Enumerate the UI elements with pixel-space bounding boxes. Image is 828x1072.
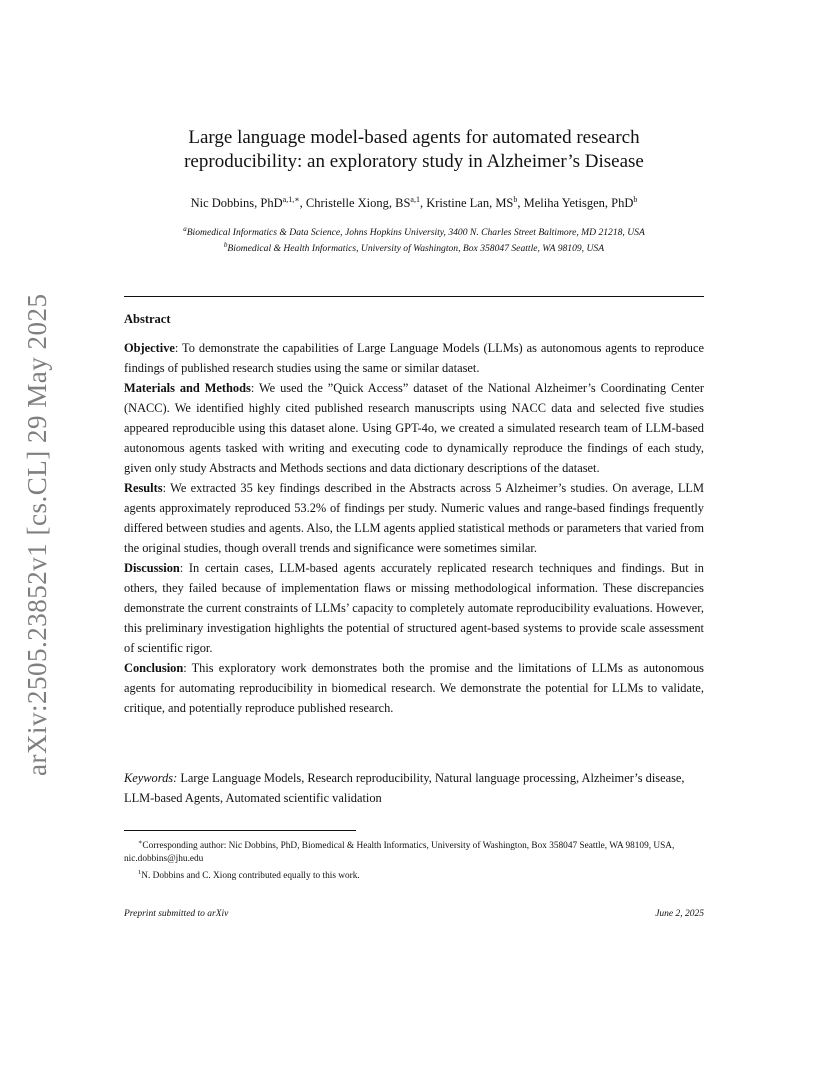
- footnote-text: Corresponding author: Nic Dobbins, PhD, Biomedical & Health Informatics, University of Washington, Box 358047 Seattle, WA 98109, USA, nic.dobbins@jhu.edu: [124, 841, 675, 865]
- keywords: [124, 768, 704, 808]
- footnote-text: N. Dobbins and C. Xiong contributed equally to this work.: [141, 871, 360, 882]
- section-label: Results: [124, 481, 163, 495]
- author-name: Nic Dobbins, PhD: [190, 196, 283, 211]
- preprint-notice: Preprint submitted to arXiv: [124, 909, 229, 919]
- footnote-mark: ∗: [138, 839, 143, 846]
- abstract-section-objective: [124, 338, 704, 378]
- title-line: reproducibility: an exploratory study in Alzheimer’s Disease: [184, 151, 644, 172]
- keywords-label: Keywords:: [124, 771, 178, 785]
- keywords-text: Large Language Models, Research reproducibility, Natural language processing, Alzheimer’s disease, LLM-based Agents, Automated scientific validation: [124, 771, 685, 805]
- abstract-body: [124, 338, 704, 718]
- author-affiliation-mark: b: [633, 195, 638, 204]
- preprint-date: June 2, 2025: [655, 909, 704, 919]
- section-text: : We used the ”Quick Access” dataset of the National Alzheimer’s Coordinating Center (NACC). We identified highly cited published research manuscripts using NACC data and selected five studies appeared reproducible using this dataset alone. Using GPT-4o, we created a simulated research team of LLM-based autonomous agents tasked with writing and executing code to dynamically reproduce the findings of each study, given only study Abstracts and Methods sections and data dictionary descriptions of the dataset.: [124, 381, 704, 475]
- author-name: Christelle Xiong, BS: [305, 196, 411, 211]
- author: [426, 196, 523, 210]
- footnote: [124, 836, 704, 866]
- section-label: Discussion: [124, 561, 180, 575]
- arxiv-identifier: arXiv:2505.23852v1 [cs.CL] 29 May 2025: [22, 293, 52, 776]
- section-label: Conclusion: [124, 661, 184, 675]
- section-text: : This exploratory work demonstrates both the promise and the limitations of LLMs as autonomous agents for automating reproducibility in biomedical research. We demonstrate the potential for LLMs to validate, critique, and potentially reproduce published research.: [124, 661, 704, 715]
- author: [191, 196, 306, 210]
- section-text: : In certain cases, LLM-based agents accurately replicated research techniques and findings. But in others, they failed because of implementation flaws or missing methodological information. These discrepancies demonstrate the current constraints of LLMs’ capacity to completely automate reproducibility evaluations. However, this preliminary investigation highlights the potential of structured agent-based systems to provide scale assessment of scientific rigor.: [124, 561, 704, 655]
- footnotes: [124, 836, 704, 883]
- affiliation-text: Biomedical Informatics & Data Science, Johns Hopkins University, 3400 N. Charles Street Baltimore, MD 21218, USA: [186, 227, 645, 239]
- affiliation-mark: b: [223, 241, 228, 250]
- author-separator: ,: [299, 196, 306, 211]
- affiliation: [124, 223, 704, 239]
- author-name: Meliha Yetisgen, PhD: [523, 196, 634, 211]
- affiliations: [124, 223, 704, 255]
- section-label: Materials and Methods: [124, 381, 251, 395]
- paper-title: [124, 126, 704, 174]
- author-affiliation-mark: b: [513, 195, 518, 204]
- footnote: [124, 866, 704, 883]
- author-separator: ,: [517, 196, 524, 211]
- header-divider: [124, 296, 704, 297]
- abstract-section-results: [124, 478, 704, 558]
- abstract-section-discussion: [124, 558, 704, 658]
- abstract-heading: Abstract: [124, 312, 171, 326]
- abstract-section-methods: [124, 378, 704, 478]
- affiliation: [124, 239, 704, 255]
- title-line: Large language model-based agents for automated research: [188, 127, 640, 148]
- author-affiliation-mark: a,1: [410, 195, 420, 204]
- affiliation-text: Biomedical & Health Informatics, University of Washington, Box 358047 Seattle, WA 98109, USA: [227, 243, 605, 255]
- author: [524, 196, 638, 210]
- section-label: Objective: [124, 341, 175, 355]
- author-separator: ,: [419, 196, 427, 211]
- author-list: [124, 192, 704, 211]
- section-text: : To demonstrate the capabilities of Large Language Models (LLMs) as autonomous agents to reproduce findings of published research studies using the same or similar dataset.: [124, 341, 704, 375]
- footnote-divider: [124, 830, 356, 831]
- author: [306, 196, 426, 210]
- abstract-section-conclusion: [124, 658, 704, 718]
- footnote-mark: 1: [138, 869, 142, 877]
- section-text: : We extracted 35 key findings described in the Abstracts across 5 Alzheimer’s studies. On average, LLM agents approximately reproduced 53.2% of findings per study. Numeric values and range-based findings frequently differed between studies and agents. Also, the LLM agents applied statistical methods or parameters that varied from the original studies, though overall trends and significance were sometimes similar.: [124, 481, 704, 555]
- author-affiliation-mark: a,1,∗: [282, 195, 300, 204]
- author-name: Kristine Lan, MS: [426, 196, 514, 211]
- affiliation-mark: a: [183, 225, 187, 233]
